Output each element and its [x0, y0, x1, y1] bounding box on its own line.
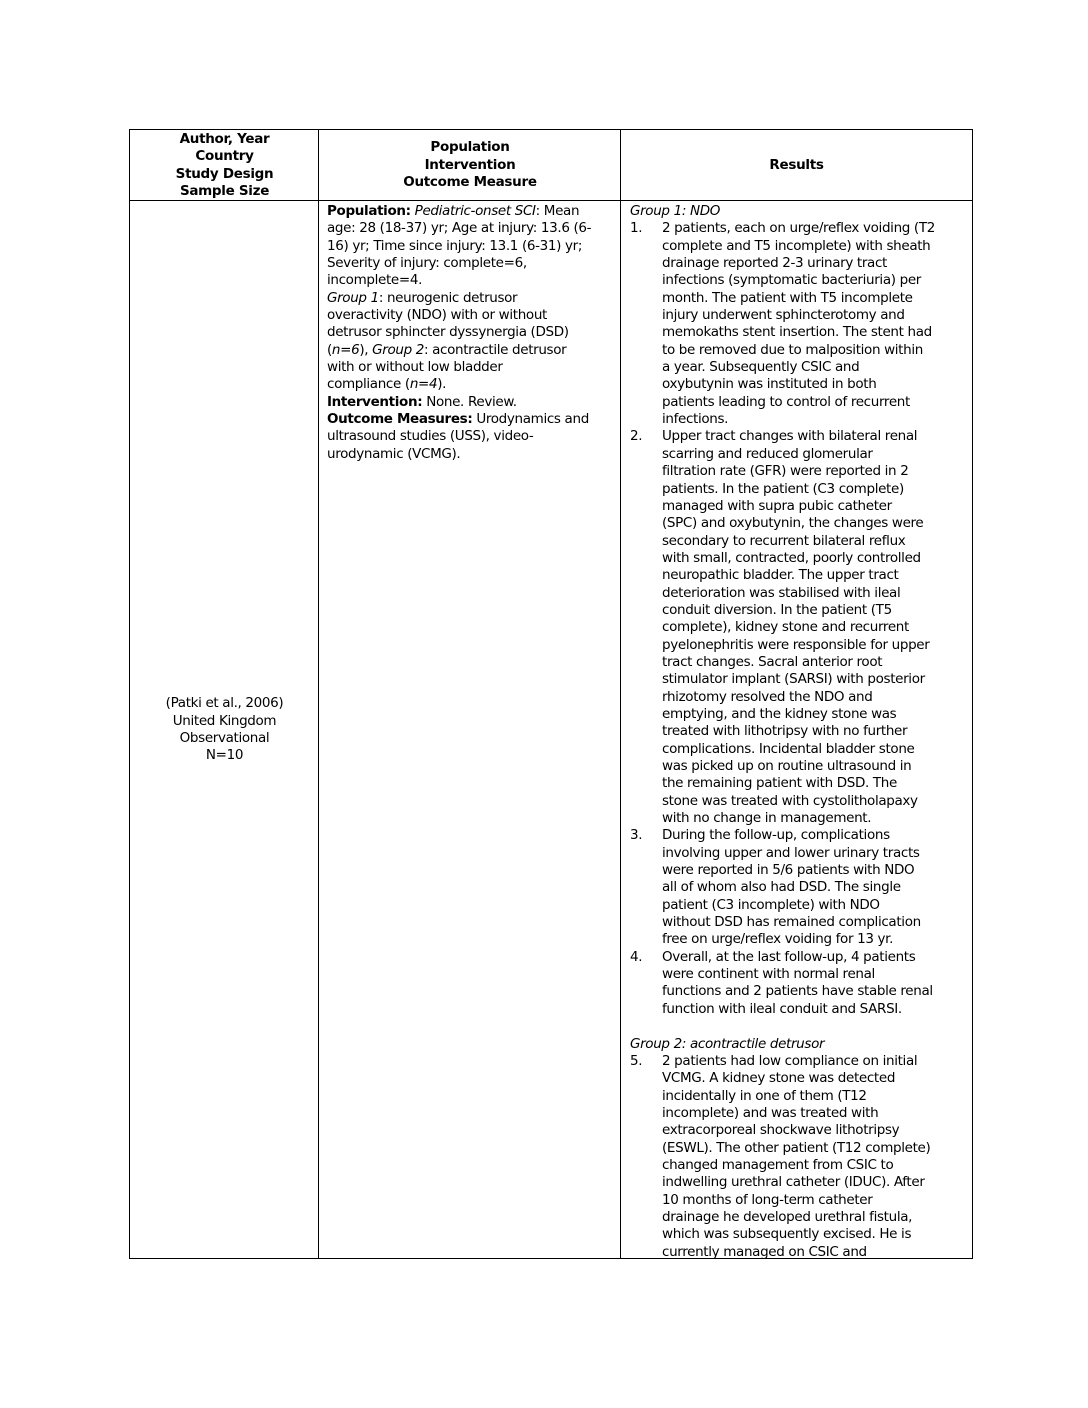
result-line: changed management from CSIC to	[662, 1156, 894, 1173]
intervention-label: Intervention:	[327, 393, 423, 410]
result-line: oxybutynin was instituted in both	[662, 376, 877, 393]
header-line: Results	[769, 156, 824, 173]
result-line: stimulator implant (SARSI) with posterior	[662, 671, 925, 688]
paren: (	[327, 341, 332, 358]
result-item	[630, 949, 964, 1018]
result-line: indwelling urethral catheter (IDUC). After	[662, 1174, 925, 1191]
result-line: 2 patients, each on urge/reflex voiding (T2	[662, 220, 935, 237]
result-line: secondary to recurrent bilateral reflux	[662, 532, 906, 549]
result-line: involving upper and lower urinary tracts	[662, 844, 920, 861]
result-item-number: 1.	[630, 220, 643, 237]
result-line: rhizotomy resolved the NDO and	[662, 688, 873, 705]
result-line: were reported in 5/6 patients with NDO	[662, 862, 915, 879]
result-line: VCMG. A kidney stone was detected	[662, 1070, 896, 1087]
result-item-text	[662, 949, 964, 1018]
result-line: memokaths stent insertion. The stent had	[662, 324, 932, 341]
result-line: was picked up on routine ultrasound in	[662, 758, 912, 774]
result-line: managed with supra pubic catheter	[662, 497, 892, 514]
result-line: to be removed due to malposition within	[662, 341, 923, 358]
outcome-line: urodynamic (VCMG).	[327, 445, 461, 462]
result-line: which was subsequently excised. He is	[662, 1226, 912, 1243]
author-design: Observational	[179, 730, 270, 746]
population-cell	[319, 202, 621, 463]
result-line: extracorporeal shockwave lithotripsy	[662, 1122, 900, 1139]
result-line: treated with lithotripsy with no further	[662, 723, 908, 740]
author-sample-size: N=10	[205, 747, 244, 764]
result-line: the remaining patient with DSD. The	[662, 775, 897, 792]
result-line: During the follow-up, complications	[662, 827, 890, 844]
group2-n: n=4	[409, 376, 438, 393]
result-line: without DSD has remained complication	[662, 914, 921, 931]
compliance-end: ).	[437, 376, 447, 393]
group1-results-list	[630, 220, 964, 1018]
group2-line	[327, 376, 615, 393]
result-item-text	[662, 428, 964, 827]
result-item-number: 4.	[630, 948, 643, 965]
result-line: complications. Incidental bladder stone	[662, 740, 915, 757]
result-line: (ESWL). The other patient (T12 complete)	[662, 1139, 931, 1156]
result-line: patients leading to control of recurrent	[662, 393, 910, 410]
group1-line: overactivity (NDO) with or without	[327, 307, 547, 324]
group1-n: n=6	[331, 341, 360, 358]
author-cell	[130, 202, 319, 1258]
result-item	[630, 827, 964, 948]
result-line: injury underwent sphincterotomy and	[662, 307, 905, 324]
result-line: conduit diversion. In the patient (T5	[662, 601, 892, 618]
group2-text: : acontractile detrusor	[423, 341, 567, 358]
header-line: Outcome Measure	[403, 174, 537, 191]
result-item	[630, 428, 964, 827]
population-line: 16) yr; Time since injury: 13.1 (6-31) yr;	[327, 237, 583, 254]
header-line: Population	[430, 139, 510, 156]
group2-results-list	[630, 1053, 964, 1261]
result-item	[630, 220, 964, 428]
result-line: infections (symptomatic bacteriuria) per	[662, 272, 921, 289]
evidence-table	[129, 129, 973, 1259]
result-item-text	[662, 220, 964, 428]
author-citation: (Patki et al., 2006)	[165, 695, 284, 712]
population-line	[327, 203, 615, 220]
result-line: 10 months of long-term catheter	[662, 1191, 873, 1208]
header-line: Sample Size	[179, 182, 270, 199]
result-line: infections.	[662, 411, 729, 428]
result-line: pyelonephritis were responsible for upper	[662, 636, 930, 653]
group1-text: : neurogenic detrusor	[378, 289, 518, 306]
group2-label: Group 2	[372, 341, 424, 358]
result-item-number: 3.	[630, 827, 643, 844]
group1-heading: Group 1: NDO	[630, 203, 721, 219]
outcome-line: ultrasound studies (USS), video-	[327, 428, 534, 445]
result-line: all of whom also had DSD. The single	[662, 879, 901, 896]
result-line: Overall, at the last follow-up, 4 patients	[662, 948, 916, 965]
header-population	[319, 130, 621, 201]
result-line: neuropathic bladder. The upper tract	[662, 567, 899, 584]
result-line: complete and T5 incomplete) with sheath	[662, 237, 931, 254]
result-item-text	[662, 827, 964, 948]
header-line: Author, Year	[179, 130, 270, 147]
result-line: were continent with normal renal	[662, 966, 875, 983]
result-line: stone was treated with cystolitholapaxy	[662, 792, 918, 809]
population-line: incomplete=4.	[327, 272, 423, 289]
paren: ),	[359, 341, 373, 358]
result-line: filtration rate (GFR) were reported in 2	[662, 463, 909, 480]
group1-line	[327, 290, 615, 307]
result-line: month. The patient with T5 incomplete	[662, 289, 913, 306]
result-item-number: 5.	[630, 1052, 643, 1069]
group1-line: detrusor sphincter dyssynergia (DSD)	[327, 324, 569, 341]
group2-line	[327, 342, 615, 359]
result-line: function with ileal conduit and SARSI.	[662, 1000, 902, 1017]
result-line: functions and 2 patients have stable renal	[662, 983, 933, 1000]
group1-label: Group 1	[327, 289, 379, 306]
result-line: scarring and reduced glomerular	[662, 445, 873, 462]
population-label: Population:	[327, 203, 411, 219]
header-line: Intervention	[424, 156, 516, 173]
intervention-text: None. Review.	[422, 393, 517, 410]
result-line: free on urge/reflex voiding for 13 yr.	[662, 931, 894, 948]
spacer	[630, 1018, 964, 1035]
result-line: drainage he developed urethral fistula,	[662, 1208, 913, 1225]
header-results	[621, 130, 972, 201]
result-item-text	[662, 1053, 964, 1261]
population-text: : Mean	[535, 203, 580, 219]
result-line: with no change in management.	[662, 810, 872, 827]
result-line: drainage reported 2-3 urinary tract	[662, 255, 887, 272]
result-line: emptying, and the kidney stone was	[662, 705, 897, 722]
header-author-year	[130, 130, 319, 201]
header-line: Country	[195, 148, 254, 165]
result-line: a year. Subsequently CSIC and	[662, 359, 860, 376]
population-line: Severity of injury: complete=6,	[327, 255, 527, 272]
results-cell	[621, 202, 972, 1261]
population-line: age: 28 (18-37) yr; Age at injury: 13.6 (6-	[327, 220, 592, 237]
result-line: incidentally in one of them (T12	[662, 1087, 867, 1104]
result-item	[630, 1053, 964, 1261]
result-line: with small, contracted, poorly controlled	[662, 549, 921, 566]
result-line: Upper tract changes with bilateral renal	[662, 428, 918, 445]
result-line: complete), kidney stone and recurrent	[662, 619, 909, 636]
population-italic: Pediatric-onset SCI	[414, 203, 536, 219]
result-line: (SPC) and oxybutynin, the changes were	[662, 515, 924, 532]
outcome-label: Outcome Measures:	[327, 411, 473, 428]
group2-heading: Group 2: acontractile detrusor	[630, 1035, 825, 1052]
group2-line: with or without low bladder	[327, 359, 503, 376]
result-line: patient (C3 incomplete) with NDO	[662, 896, 880, 913]
author-country: United Kingdom	[172, 712, 277, 729]
result-line: incomplete) and was treated with	[662, 1104, 879, 1121]
header-line: Study Design	[175, 165, 274, 182]
intervention-line	[327, 394, 615, 411]
result-line: deterioration was stabilised with ileal	[662, 584, 901, 601]
result-line: tract changes. Sacral anterior root	[662, 653, 883, 670]
result-line: patients. In the patient (C3 complete)	[662, 480, 904, 497]
result-item-number: 2.	[630, 428, 643, 445]
result-line: currently managed on CSIC and	[662, 1243, 867, 1260]
result-line: 2 patients had low compliance on initial	[662, 1052, 918, 1069]
outcome-text: Urodynamics and	[472, 411, 589, 428]
compliance-text: compliance (	[327, 376, 410, 393]
outcome-line	[327, 411, 615, 428]
